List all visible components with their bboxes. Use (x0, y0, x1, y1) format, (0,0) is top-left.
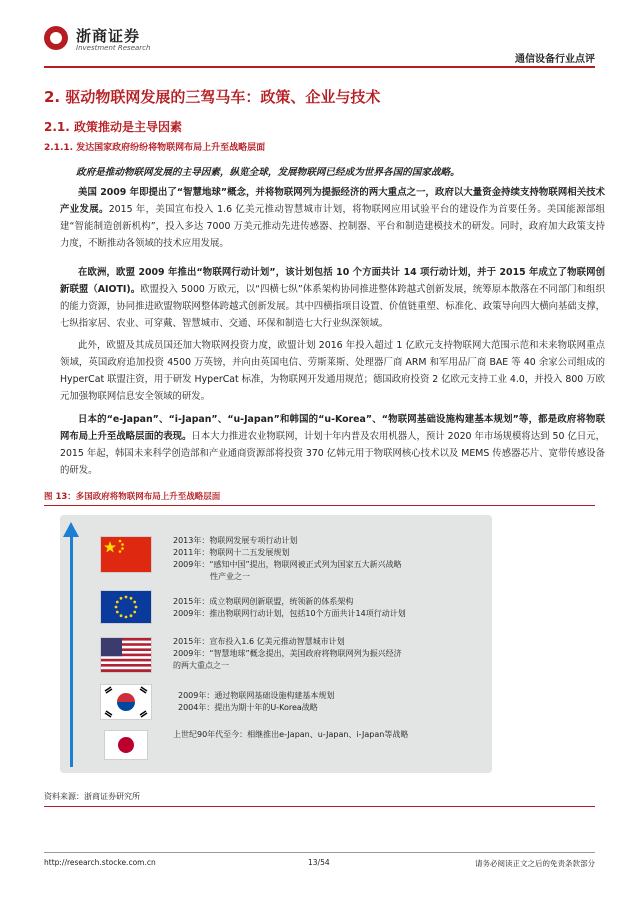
japan-flag-icon (104, 730, 148, 760)
footer-divider (44, 852, 595, 853)
eu-milestones (173, 596, 406, 620)
korea-milestones (178, 690, 334, 714)
milestone-text: 性产业之一 (210, 572, 250, 581)
japan-milestones (173, 729, 408, 741)
figure-title: 图 13：多国政府将物联网布局上升至战略层面 (44, 492, 221, 502)
milestone-text: 2015年：宣布投入1.6 亿美元推动智慧城市计划 (173, 637, 345, 646)
brand-name: 浙商证券 (76, 27, 141, 45)
lead-paragraph: 政府是推动物联网发展的主导因素，纵览全球，发展物联网已经成为世界各国的国家战略。 (76, 167, 460, 178)
us-milestones (173, 636, 402, 672)
subsection-heading: 2.1. 政策推动是主导因素 (44, 120, 182, 134)
milestone-text: 2009年：“感知中国”提出，物联网被正式列为国家五大新兴战略 (173, 560, 402, 569)
header-divider (44, 66, 595, 68)
paragraph-us-text: 2015 年，美国宣布投入 1.6 亿美元推动智慧城市计划，将物联网应用试验平台的建设作为首要任务。美国能源部组建“智能制造创新机构”，投入多达 7000 万美元推动先进传感器、控制器、平台和制造建模技术的研发。同时，政府加大政策支持力度，不断推动各领域的技术应用发展。 (60, 204, 605, 249)
milestone-text: 上世纪90年代至今：相继推出e-Japan、u-Japan、i-Japan等战略 (173, 730, 409, 739)
brand-subtitle: Investment Research (76, 44, 151, 52)
milestone-text: 2009年：推出物联网行动计划，包括10个方面共计14项行动计划 (173, 609, 406, 618)
paragraph-us (60, 184, 605, 252)
section-heading: 2. 驱动物联网发展的三驾马车：政策、企业与技术 (44, 88, 381, 106)
paragraph-eu (60, 264, 605, 332)
source-divider (44, 806, 595, 807)
milestone-text: 2011年：物联网十二五发展规划 (173, 548, 290, 557)
timeline-arrow-shaft (70, 535, 73, 767)
paragraph-asia-text: 日本大力推进农业物联网，计划十年内普及农用机器人，预计 2020 年市场规模将达到 50 亿日元，2015 年起，韩国未来科学创造部和产业通商资源部将投资 370 亿韩元用于物联网核心技术以及 MEMS 传感器芯片、宽带传感设备的研发。 (60, 431, 605, 476)
subsubsection-heading: 2.1.1. 发达国家政府纷纷将物联网布局上升至战略层面 (44, 143, 266, 153)
timeline-arrow-icon (63, 522, 79, 537)
milestone-text: 2015年：成立物联网创新联盟，统领新的体系架构 (173, 597, 354, 606)
footer-url: http://research.stocke.com.cn (44, 858, 156, 867)
report-type: 通信设备行业点评 (515, 54, 595, 65)
paragraph-asia-emphasis: 日本的“e-Japan”、“i-Japan”、“u-Japan”和韩国的“u-Korea”、“物联网基础设施构建基本规划”等，都是政府将物联网布局上升至战略层面的表现。 (60, 414, 605, 442)
china-milestones (173, 535, 402, 583)
korea-flag-icon (100, 684, 152, 720)
milestone-text: 2004年：提出为期十年的U-Korea战略 (178, 703, 318, 712)
footer-disclaimer: 请务必阅读正文之后的免责条款部分 (475, 859, 595, 868)
paragraph-asia (60, 411, 605, 479)
paragraph-eu-emphasis: 在欧洲，欧盟 2009 年推出“物联网行动计划”，该计划包括 10 个方面共计 14 项行动计划，并于 2015 年成立了物联网创新联盟（AIOTI)。 (60, 267, 605, 295)
brand-logo-icon (44, 26, 68, 50)
page-number: 13/54 (308, 858, 330, 867)
milestone-text: 2009年：“智慧地球”概念提出，美国政府将物联网列为振兴经济 (173, 649, 402, 658)
milestone-text: 2013年：物联网发展专项行动计划 (173, 536, 298, 545)
milestone-text: 2009年：通过物联网基础设施构建基本规划 (178, 691, 335, 700)
milestone-text: 的两大重点之一 (173, 661, 229, 670)
china-flag-icon (100, 536, 152, 573)
figure-source: 资料来源：浙商证券研究所 (44, 792, 140, 801)
eu-flag-icon (100, 590, 152, 624)
paragraph-eu-more: 此外，欧盟及其成员国还加大物联网投资力度，欧盟计划 2016 年投入超过 1 亿欧元支持物联网大范围示范和未来物联网重点领域，英国政府追加投资 4500 万英镑，并向由英国电信、劳斯莱斯、处理器厂商 ARM 和军用品厂商 BAE 等 40 余家公司组成的 HyperCat 联盟注资，用于研发 HyperCat 标准，为物联网开发通用规范；德国政府投资 2 亿欧元支持工业 4.0，并投入 800 万欧元加强物联网信息安全领域的研发。 (60, 340, 605, 402)
us-flag-icon (100, 637, 152, 673)
paragraph-us-emphasis: 美国 2009 年即提出了“智慧地球”概念，并将物联网列为提振经济的两大重点之一，政府以大量资金持续支持物联网相关技术产业发展。 (60, 187, 605, 215)
figure-divider (44, 505, 595, 506)
paragraph-eu-text: 欧盟投入 5000 万欧元，以“四横七纵”体系架构协同推进整体跨越式创新发展，统筹原本散落在不同部门和组织的能力资源，协同推进欧盟物联网整体跨越式创新发展。其中四横指项目设置、价值链重塑、标准化、政策导向四大横向基础支撑，七纵指家居、农业、可穿戴、智慧城市、交通、环保和制造七大行业纵深领域。 (60, 284, 605, 329)
